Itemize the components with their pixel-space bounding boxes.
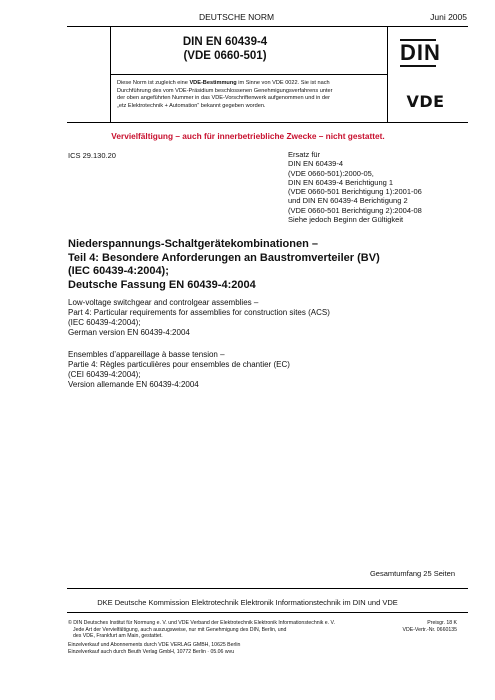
din-logo-text: DIN <box>400 40 441 65</box>
reproduction-notice: Vervielfältigung – auch für innerbetriebliche Zwecke – nicht gestattet. <box>111 131 385 141</box>
replacement-line: DIN EN 60439-4 Berichtigung 1 <box>288 177 394 187</box>
document-number <box>110 35 340 63</box>
title-english-line: (IEC 60439-4:2004); <box>68 318 141 328</box>
copyright-line: des VDE, Frankfurt am Main, gestattet. <box>73 633 163 639</box>
standard-type: DEUTSCHE NORM <box>199 12 275 22</box>
replacement-line: Siehe jedoch Beginn der Gültigkeit <box>288 215 404 225</box>
din-logo-bottom-bar <box>400 65 436 67</box>
notice-text: Diese Norm ist zugleich eine <box>117 80 190 86</box>
title-box-middle-rule <box>110 74 388 75</box>
title-german-line: Deutsche Fassung EN 60439-4:2004 <box>68 278 256 291</box>
dke-top-rule <box>67 588 468 589</box>
sales-info <box>68 642 368 655</box>
sales-line: Einzelverkauf auch durch Beuth Verlag GmbH, 10772 Berlin · 05.06 wvu <box>68 648 235 655</box>
notice-text: im Sinne von VDE 0022. Sie ist nach <box>236 80 330 86</box>
notice-line-3: der oben angeführten Nummer in das VDE-Vorschriftenwerk aufgenommen und in der <box>117 95 330 101</box>
vde-number: (VDE 0660-501) <box>183 50 267 62</box>
replacement-info <box>288 150 468 224</box>
din-number: DIN EN 60439-4 <box>182 36 268 48</box>
sales-line: Einzelverkauf und Abonnements durch VDE VERLAG GMBH, 10625 Berlin <box>68 642 241 648</box>
title-french-line: (CEI 60439-4:2004); <box>68 370 141 380</box>
header-rule <box>67 26 468 27</box>
publication-date: Juni 2005 <box>430 12 467 22</box>
title-english-line: Low-voltage switchgear and controlgear assemblies – <box>68 298 259 307</box>
price-line: Preisgr. 18 K <box>427 620 457 626</box>
vde-logo: VDE <box>406 92 445 111</box>
notice-bold-term: VDE-Bestimmung <box>189 80 237 86</box>
price-group <box>388 620 457 633</box>
replacement-line: (VDE 0660-501 Berichtigung 2):2004-08 <box>288 205 422 215</box>
replacement-line: DIN EN 60439-4 <box>288 159 344 169</box>
title-french-line: Version allemande EN 60439-4:2004 <box>68 380 199 390</box>
total-pages: Gesamtumfang 25 Seiten <box>369 569 455 578</box>
din-logo <box>400 39 441 67</box>
copyright-notice <box>68 620 368 640</box>
title-german-line: Niederspannungs-Schaltgerätekombinationen – <box>68 238 318 250</box>
title-english-line: German version EN 60439-4:2004 <box>68 328 190 338</box>
notice-line-2: Durchführung des vom VDE-Präsidium beschlossenen Genehmigungsverfahrens unter <box>117 87 333 94</box>
ics-code: ICS 29.130.20 <box>68 151 116 160</box>
vde-distribution-number: VDE-Vertr.-Nr. 0660135 <box>402 626 457 633</box>
title-english-line: Part 4: Particular requirements for assemblies for construction sites (ACS) <box>68 308 330 318</box>
header-box-bottom-rule <box>67 122 468 123</box>
replacement-line: (VDE 0660-501):2000-05, <box>288 168 374 178</box>
title-german <box>68 238 448 292</box>
replacement-line: und DIN EN 60439-4 Berichtigung 2 <box>288 196 408 206</box>
replacement-line: (VDE 0660-501 Berichtigung 1):2001-06 <box>288 187 422 197</box>
title-german-line: Teil 4: Besondere Anforderungen an Baustromverteiler (BV) <box>68 251 380 264</box>
title-french <box>68 350 448 390</box>
replacement-line: Ersatz für <box>288 150 321 159</box>
notice-line-4: „etz Elektrotechnik + Automation“ bekannt gegeben worden. <box>117 102 266 109</box>
vde-notice <box>117 80 387 110</box>
copyright-line: Jede Art der Vervielfältigung, auch auszugsweise, nur mit Genehmigung des DIN, Berlin, und <box>73 626 287 633</box>
copyright-line: © DIN Deutsches Institut für Normung e. V. und VDE Verband der Elektrotechnik Elektronik Informationstechnik e. V. <box>68 620 335 626</box>
title-french-line: Ensembles d’appareillage à basse tension – <box>68 350 225 359</box>
dke-committee: DKE Deutsche Kommission Elektrotechnik Elektronik Informationstechnik im DIN und VDE <box>97 598 398 607</box>
title-french-line: Partie 4: Règles particulières pour ensembles de chantier (EC) <box>68 360 290 370</box>
notice-line-1 <box>117 80 387 88</box>
dke-bottom-rule <box>67 612 468 613</box>
title-english <box>68 298 448 338</box>
title-german-line: (IEC 60439-4:2004); <box>68 265 169 278</box>
